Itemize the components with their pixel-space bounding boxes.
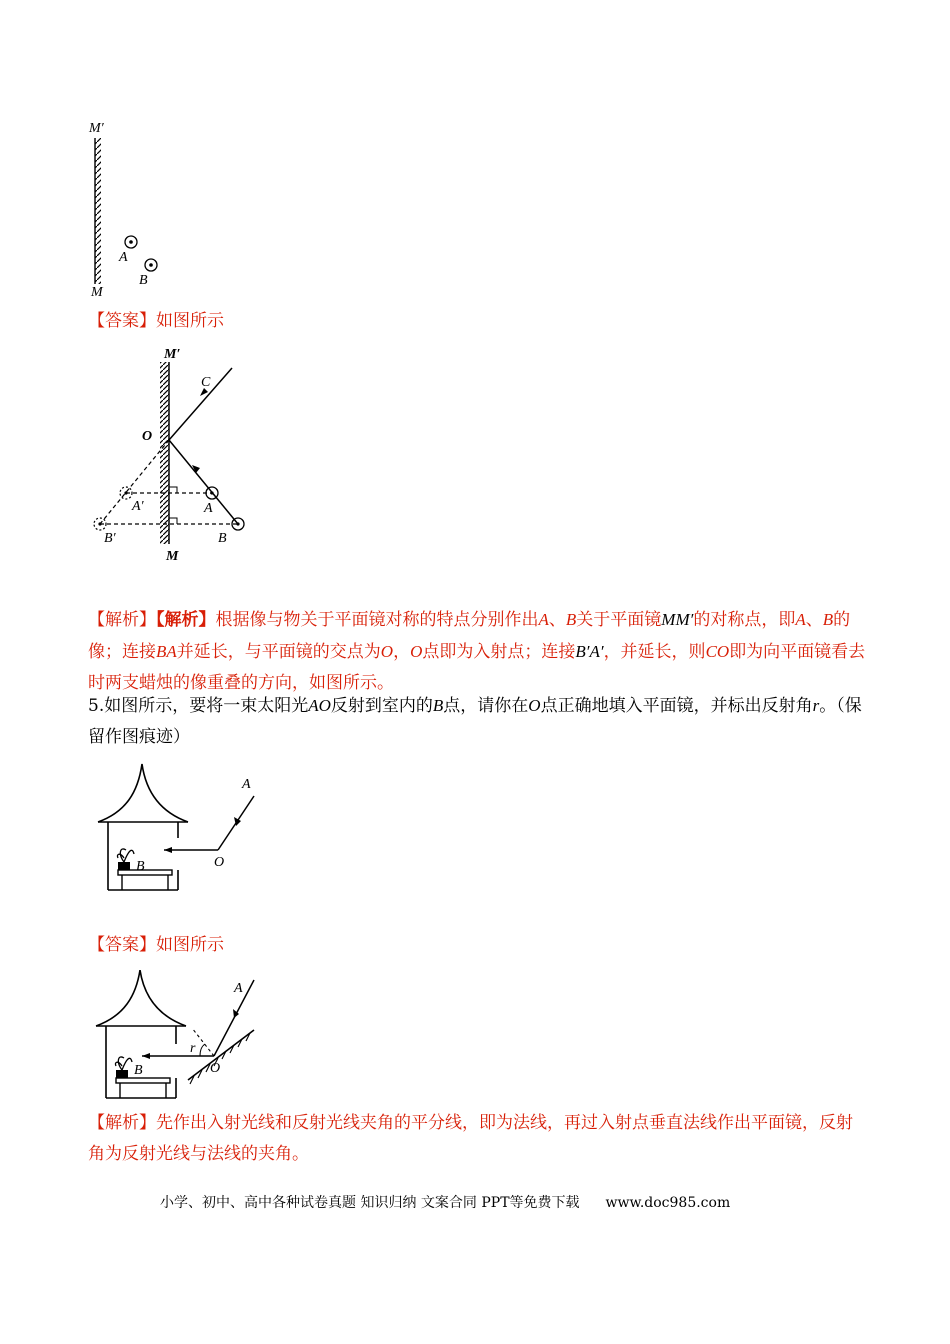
- question-text: 点，请你在: [443, 696, 529, 716]
- analysis-2: [88, 1108, 868, 1170]
- question-text: 。（保留作图痕迹）: [88, 696, 862, 747]
- var-r: r: [812, 696, 820, 715]
- sep: 、: [805, 610, 823, 630]
- answer-2-text: 如图所示: [156, 935, 224, 955]
- label-a-2: A: [204, 501, 213, 516]
- question-text: 点正确地填入平面镜，并标出反射角: [540, 696, 813, 716]
- comma: ，: [393, 642, 411, 662]
- label-o-4: O: [210, 1061, 221, 1076]
- var-a: A: [538, 610, 549, 629]
- sep: 、: [548, 610, 566, 630]
- label-a-3: A: [242, 777, 251, 792]
- var-o: O: [528, 696, 541, 715]
- var-ba: BA: [156, 642, 177, 661]
- var-co: CO: [705, 642, 730, 661]
- footer-text: 小学、初中、高中各种试卷真题 知识归纳 文案合同 PPT等免费下载: [160, 1195, 580, 1211]
- var-bpap: B′A′: [575, 642, 604, 661]
- analysis-2-bracket: 【解析】: [88, 1113, 156, 1133]
- var-b: B: [432, 696, 444, 715]
- analysis-1-bracket: 【解析】: [88, 610, 156, 630]
- analysis-2-text: 先作出入射光线和反射光线夹角的平分线，即为法线，再过入射点垂直法线作出平面镜，反射角为反射光线与法线的夹角。: [88, 1113, 853, 1164]
- answer-1-bracket: 【答案】: [88, 311, 156, 331]
- var-a: A: [795, 610, 806, 629]
- answer-2-bracket: 【答案】: [88, 935, 156, 955]
- label-m-bottom: M: [91, 285, 103, 300]
- answer-1-text: 如图所示: [156, 311, 224, 331]
- analysis-1-text: 并延长，与平面镜的交点为: [176, 642, 381, 662]
- var-o: O: [380, 642, 394, 661]
- question-number: 5.: [88, 696, 105, 716]
- analysis-1-bracket-2: 【解析】: [156, 610, 216, 630]
- analysis-1: [88, 604, 868, 699]
- figure-mirror-candles: [85, 118, 175, 300]
- analysis-1-text: 的对称点，即: [693, 610, 796, 630]
- label-r: r: [190, 1041, 196, 1056]
- var-b: B: [565, 610, 577, 629]
- analysis-1-text: 根据像与物关于平面镜对称的特点分别作出: [215, 610, 539, 630]
- label-a: A: [119, 250, 128, 265]
- label-o: O: [142, 429, 153, 444]
- analysis-1-text: ，并延长，则: [603, 642, 706, 662]
- label-c: C: [201, 375, 211, 390]
- label-a-image: A′: [132, 499, 144, 514]
- label-b-2: B: [218, 531, 227, 546]
- analysis-1-text: 的像；连接: [88, 610, 851, 662]
- footer: [160, 1192, 730, 1212]
- label-b-3: B: [136, 859, 145, 874]
- analysis-1-text: 即为向平面镜看去时两支蜡烛的像重叠的方向，如图所示。: [88, 642, 866, 693]
- var-o: O: [410, 642, 423, 661]
- answer-1: [88, 306, 224, 337]
- label-m-top-2: M′: [164, 347, 181, 362]
- var-mm: MM′: [661, 610, 694, 629]
- answer-2: [88, 930, 224, 961]
- figure-answer-reflection: [88, 340, 253, 565]
- question-text: 如图所示，要将一束太阳光: [104, 696, 309, 716]
- footer-url[interactable]: www.doc985.com: [605, 1195, 731, 1211]
- label-a-4: A: [234, 981, 243, 996]
- label-m-top: M′: [89, 121, 104, 136]
- figure-house-answer: [92, 970, 272, 1102]
- question-text: 反射到室内的: [330, 696, 433, 716]
- figure-house-question: [92, 762, 272, 902]
- analysis-1-text: 点即为入射点；连接: [422, 642, 576, 662]
- analysis-1-text: 关于平面镜: [576, 610, 662, 630]
- label-o-3: O: [214, 855, 225, 870]
- label-b-4: B: [134, 1063, 143, 1078]
- var-ao: AO: [308, 696, 331, 715]
- label-m-bottom-2: M: [166, 549, 179, 564]
- question-5: [88, 690, 868, 753]
- var-b: B: [822, 610, 834, 629]
- label-b-image: B′: [104, 531, 116, 546]
- label-b: B: [139, 273, 148, 288]
